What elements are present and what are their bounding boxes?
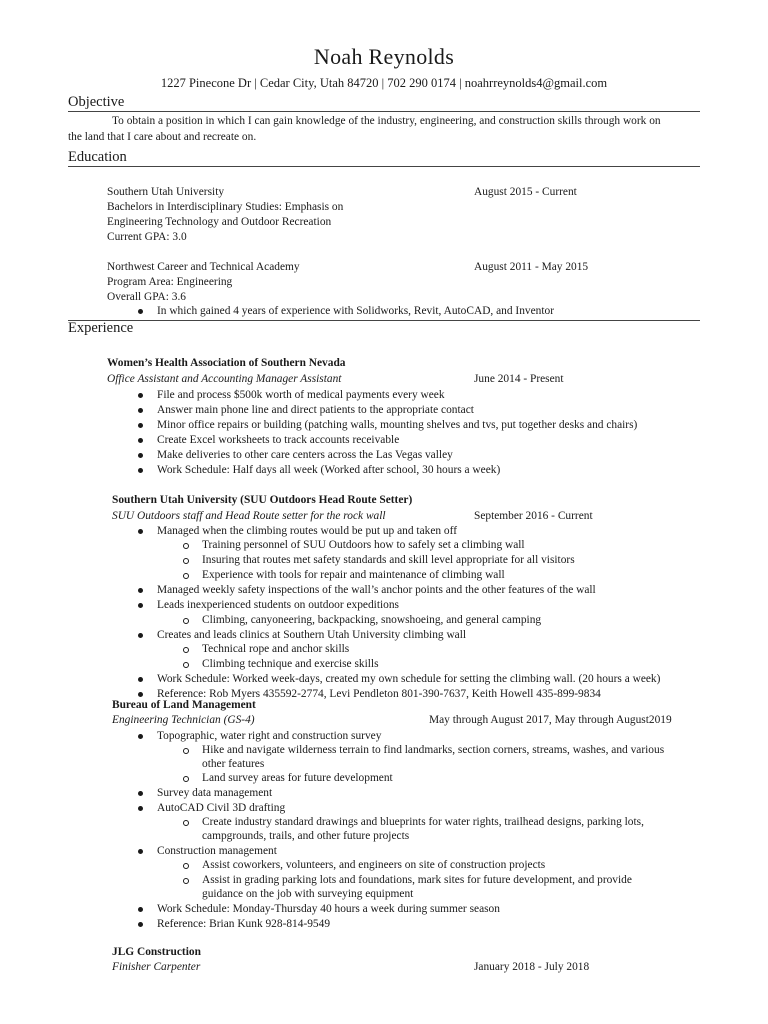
bullet-icon xyxy=(138,791,143,796)
bullet-icon xyxy=(138,922,143,927)
job-sub-bullet: Technical rope and anchor skills xyxy=(202,643,350,655)
bullet-icon xyxy=(138,309,143,314)
bullet-icon xyxy=(138,849,143,854)
employer-name: Women’s Health Association of Southern Nevada xyxy=(107,357,346,369)
job-sub-bullet: Assist coworkers, volunteers, and engineers on site of construction projects xyxy=(202,859,546,871)
sub-bullet-icon xyxy=(183,573,189,579)
job-bullet: Work Schedule: Half days all week (Worked after school, 30 hours a week) xyxy=(157,464,501,476)
sub-bullet-icon xyxy=(183,748,189,754)
bullet-icon xyxy=(138,423,143,428)
job-bullet: Work Schedule: Monday-Thursday 40 hours a week during summer season xyxy=(157,903,500,915)
sub-bullet-icon xyxy=(183,878,189,884)
job-title: Finisher Carpenter xyxy=(112,961,201,973)
section-divider xyxy=(68,111,700,112)
contact-line: 1227 Pinecone Dr | Cedar City, Utah 84720 | 702 290 0174 | noahrreynolds4@gmail.com xyxy=(160,76,608,90)
sub-bullet-icon xyxy=(183,662,189,668)
education-heading: Education xyxy=(68,149,127,165)
job-sub-bullet: Create industry standard drawings and blueprints for water rights, trailhead designs, parking lots, xyxy=(202,816,644,828)
bullet-icon xyxy=(138,806,143,811)
job-sub-bullet: Experience with tools for repair and maintenance of climbing wall xyxy=(202,569,505,581)
job-bullet: Minor office repairs or building (patching walls, mounting shelves and tvs, put together desks and chairs) xyxy=(157,419,638,431)
sub-bullet-icon xyxy=(183,558,189,564)
job-bullet: Create Excel worksheets to track accounts receivable xyxy=(157,434,400,446)
bullet-icon xyxy=(138,734,143,739)
school-dates: August 2015 - Current xyxy=(474,186,577,198)
objective-text-line-1: To obtain a position in which I can gain knowledge of the industry, engineering, and construction skills through work on xyxy=(112,115,661,127)
job-bullet: Creates and leads clinics at Southern Utah University climbing wall xyxy=(157,629,467,641)
bullet-icon xyxy=(138,393,143,398)
program-line: Program Area: Engineering xyxy=(107,276,233,288)
job-sub-bullet: Land survey areas for future development xyxy=(202,772,393,784)
job-bullet: Make deliveries to other care centers across the Las Vegas valley xyxy=(157,449,453,461)
objective-text-line-2: the land that I care about and recreate on. xyxy=(68,131,257,143)
job-bullet: AutoCAD Civil 3D drafting xyxy=(157,802,286,814)
sub-bullet-icon xyxy=(183,647,189,653)
job-dates: January 2018 - July 2018 xyxy=(474,961,590,973)
job-bullet: Reference: Brian Kunk 928-814-9549 xyxy=(157,918,331,930)
bullet-icon xyxy=(138,408,143,413)
school-name: Northwest Career and Technical Academy xyxy=(107,261,300,273)
gpa-line: Overall GPA: 3.6 xyxy=(107,291,186,303)
job-sub-bullet: Climbing technique and exercise skills xyxy=(202,658,379,670)
degree-line: Bachelors in Interdisciplinary Studies: Emphasis on xyxy=(107,201,344,213)
job-dates: May through August 2017, May through August2019 xyxy=(429,714,672,726)
bullet-icon xyxy=(138,588,143,593)
bullet-icon xyxy=(138,633,143,638)
job-bullet: Survey data management xyxy=(157,787,273,799)
objective-heading: Objective xyxy=(68,94,125,110)
education-bullet: In which gained 4 years of experience with Solidworks, Revit, AutoCAD, and Inventor xyxy=(157,305,555,317)
bullet-icon xyxy=(138,468,143,473)
bullet-icon xyxy=(138,438,143,443)
job-sub-bullet: Assist in grading parking lots and foundations, mark sites for future development, and provide xyxy=(202,874,632,886)
bullet-icon xyxy=(138,603,143,608)
employer-name: Bureau of Land Management xyxy=(112,699,256,711)
school-name: Southern Utah University xyxy=(107,186,225,198)
employer-name: Southern Utah University (SUU Outdoors Head Route Setter) xyxy=(112,494,413,506)
job-bullet: Topographic, water right and construction survey xyxy=(157,730,382,742)
sub-bullet-icon xyxy=(183,543,189,549)
employer-name: JLG Construction xyxy=(112,946,201,958)
bullet-icon xyxy=(138,692,143,697)
experience-heading: Experience xyxy=(68,320,134,336)
job-sub-bullet: Training personnel of SUU Outdoors how to safely set a climbing wall xyxy=(202,539,525,551)
sub-bullet-icon xyxy=(183,776,189,782)
job-bullet: Leads inexperienced students on outdoor expeditions xyxy=(157,599,399,611)
bullet-icon xyxy=(138,677,143,682)
job-bullet: Reference: Rob Myers 435592-2774, Levi Pendleton 801-390-7637, Keith Howell 435-899-9834 xyxy=(157,688,601,700)
job-bullet: Answer main phone line and direct patients to the appropriate contact xyxy=(157,404,474,416)
job-sub-bullet-continued: other features xyxy=(202,758,265,770)
sub-bullet-icon xyxy=(183,820,189,826)
job-title: Office Assistant and Accounting Manager Assistant xyxy=(107,373,342,385)
job-dates: September 2016 - Current xyxy=(474,510,593,522)
job-sub-bullet: Insuring that routes met safety standards and skill level appropriate for all visitors xyxy=(202,554,575,566)
job-title: Engineering Technician (GS-4) xyxy=(112,714,255,726)
job-bullet: Managed when the climbing routes would be put up and taken off xyxy=(157,525,457,537)
job-bullet: Construction management xyxy=(157,845,277,857)
job-sub-bullet-continued: guidance on the job with surveying equipment xyxy=(202,888,414,900)
sub-bullet-icon xyxy=(183,618,189,624)
job-bullet: Managed weekly safety inspections of the wall’s anchor points and the other features of the wall xyxy=(157,584,596,596)
school-dates: August 2011 - May 2015 xyxy=(474,261,589,273)
gpa-line: Current GPA: 3.0 xyxy=(107,231,187,243)
bullet-icon xyxy=(138,907,143,912)
job-bullet: File and process $500k worth of medical payments every week xyxy=(157,389,445,401)
job-title: SUU Outdoors staff and Head Route setter for the rock wall xyxy=(112,510,386,522)
job-sub-bullet: Hike and navigate wilderness terrain to find landmarks, section corners, streams, washes, and various xyxy=(202,744,665,756)
resume-name: Noah Reynolds xyxy=(313,44,455,69)
sub-bullet-icon xyxy=(183,863,189,869)
bullet-icon xyxy=(138,529,143,534)
job-sub-bullet: Climbing, canyoneering, backpacking, snowshoeing, and general camping xyxy=(202,614,542,626)
degree-line: Engineering Technology and Outdoor Recreation xyxy=(107,216,332,228)
bullet-icon xyxy=(138,453,143,458)
job-sub-bullet-continued: campgrounds, trails, and other future projects xyxy=(202,830,410,842)
section-divider xyxy=(68,320,700,321)
job-bullet: Work Schedule: Worked week-days, created my own schedule for setting the climbing wall. (20 hours a week) xyxy=(157,673,661,685)
section-divider xyxy=(68,166,700,167)
job-dates: June 2014 - Present xyxy=(474,373,564,385)
